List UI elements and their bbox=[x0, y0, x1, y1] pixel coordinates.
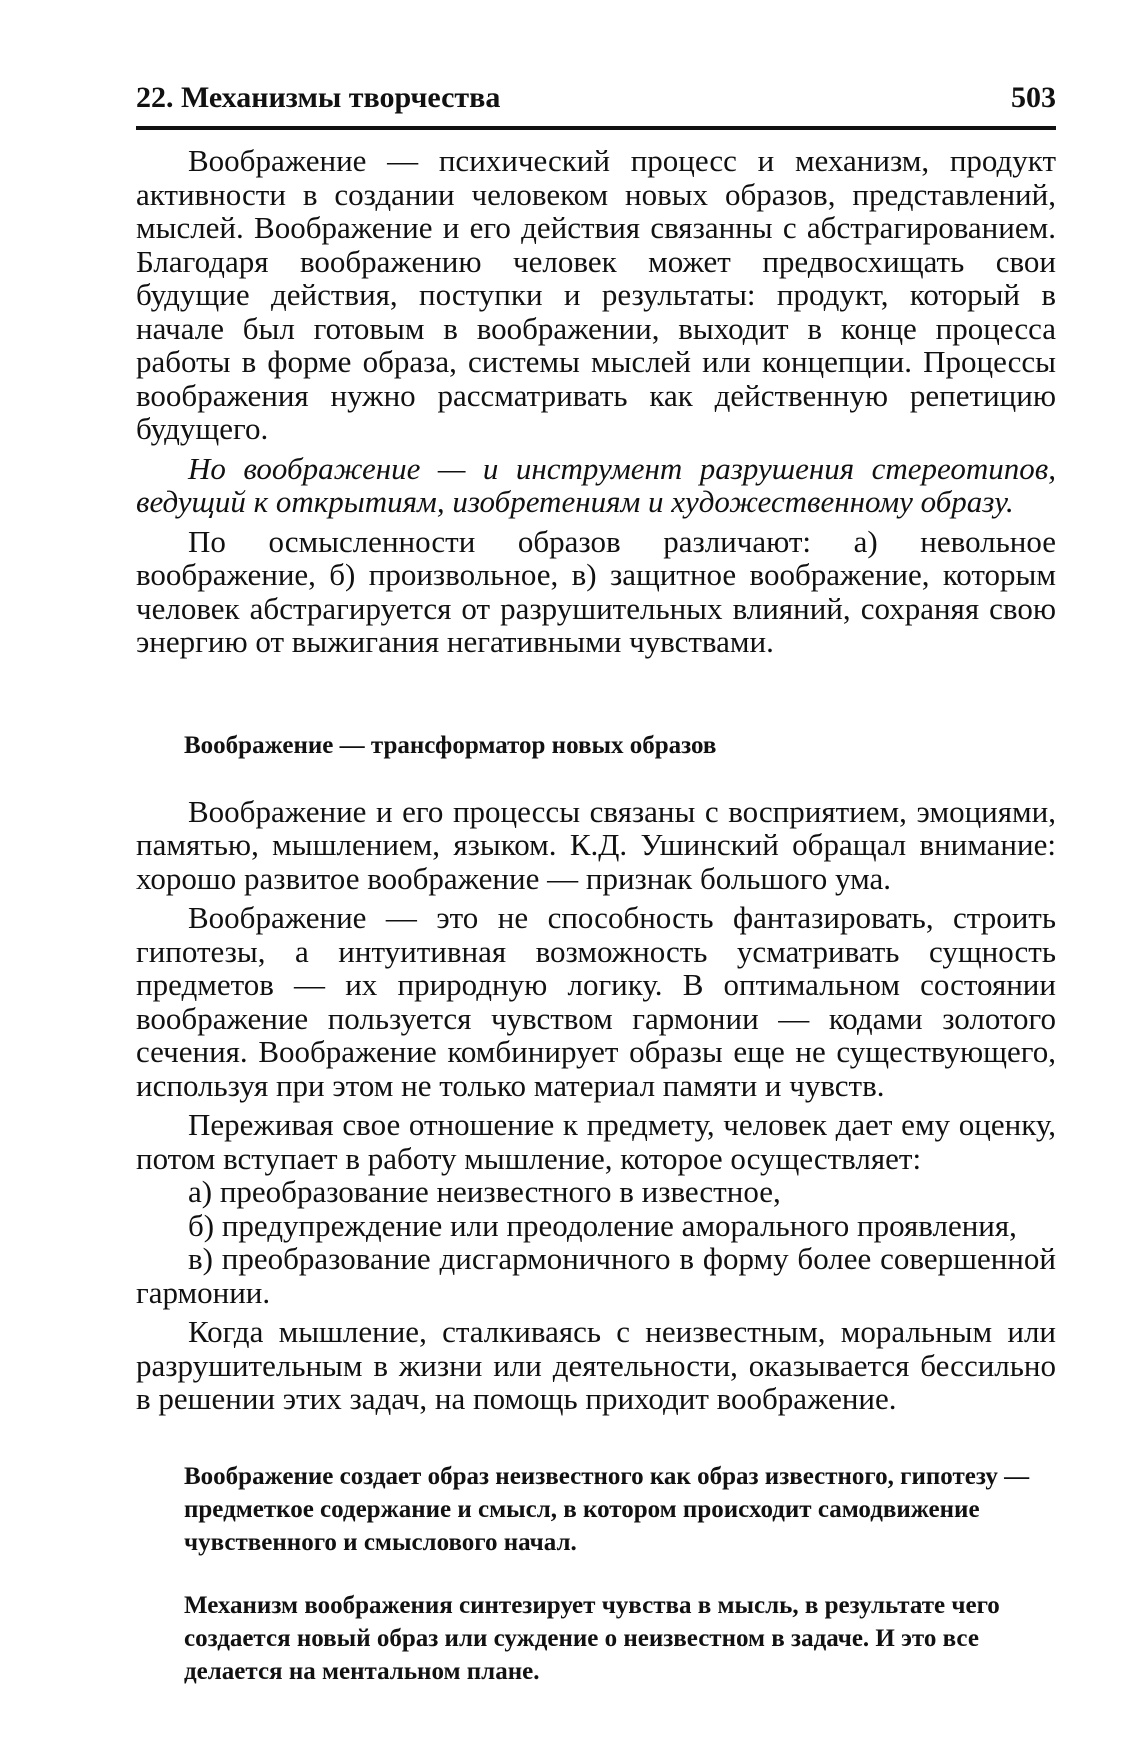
emphasis-block-mechanism: Механизм воображения синтезирует чувства в мысль, в результате чего создается новый образ или суждение о неизвестном в задаче. И это все делается на ментальном плане. bbox=[184, 1591, 1000, 1685]
list-item-a: а) преобразование неизвестного в известное, bbox=[188, 1174, 781, 1209]
paragraph-italic-stereotypes: Но воображение — и инструмент разрушения стереотипов, ведущий к открытиям, изобретениям и художественному образу. bbox=[136, 450, 1056, 519]
paragraph-attitude-to-object: Переживая свое отношение к предмету, человек дает ему оценку, потом вступает в работу мышление, которое осуществляет: bbox=[136, 1107, 1056, 1176]
emphasis-block-unknown-as-known: Воображение создает образ неизвестного как образ известного, гипотезу — предметкое содержание и смысл, в котором происходит самодвижение чувственного и смыслового начал. bbox=[184, 1462, 1030, 1556]
page-body bbox=[136, 144, 1056, 1688]
list-item-c: в) преобразование дисгармоничного в форму более совершенной гармонии. bbox=[136, 1241, 1056, 1310]
paragraph-imagination-intuition: Воображение — это не способность фантазировать, строить гипотезы, а интуитивная возможность усматривать сущность предметов — их природную логику. В оптимальном состоянии воображение пользуется чувством гармонии — кодами золотого сечения. Воображение комбинирует образы еще не существующего, используя при этом не только материал памяти и чувств. bbox=[136, 900, 1056, 1103]
paragraph-thinking-helpless: Когда мышление, сталкиваясь с неизвестным, моральным или разрушительным в жизни или деятельности, оказывается бессильно в решении этих задач, на помощь приходит воображение. bbox=[136, 1314, 1056, 1416]
chapter-title: 22. Механизмы творчества bbox=[136, 81, 501, 114]
page-number: 503 bbox=[1011, 81, 1056, 114]
book-page bbox=[136, 80, 1056, 1688]
paragraph-imagination-definition: Воображение — психический процесс и механизм, продукт активности в создании человеком новых образов, представлений, мыслей. Воображение и его действия связанны с абстрагированием. Благодаря воображению человек может предвосхищать свои будущие действия, поступки и результаты: продукт, который в начале был готовым в воображении, выходит в конце процесса работы в форме образа, системы мыслей или концепции. Процессы воображения нужно рассматривать как действенную репетицию будущего. bbox=[136, 143, 1056, 446]
paragraph-types-of-imagination: По осмысленности образов различают: а) невольное воображение, б) произвольное, в) защитное воображение, которым человек абстрагируется от разрушительных влияний, сохраняя свою энергию от выжигания негативными чувствами. bbox=[136, 523, 1056, 659]
list-item-b: б) предупреждение или преодоление аморального проявления, bbox=[188, 1207, 1017, 1243]
paragraph-imagination-processes: Воображение и его процессы связаны с восприятием, эмоциями, памятью, мышлением, языком. К.Д. Ушинский обращал внимание: хорошо развитое воображение — признак большого ума. bbox=[136, 793, 1056, 896]
section-heading: Воображение — трансформатор новых образов bbox=[184, 731, 717, 759]
running-header bbox=[136, 80, 1056, 130]
